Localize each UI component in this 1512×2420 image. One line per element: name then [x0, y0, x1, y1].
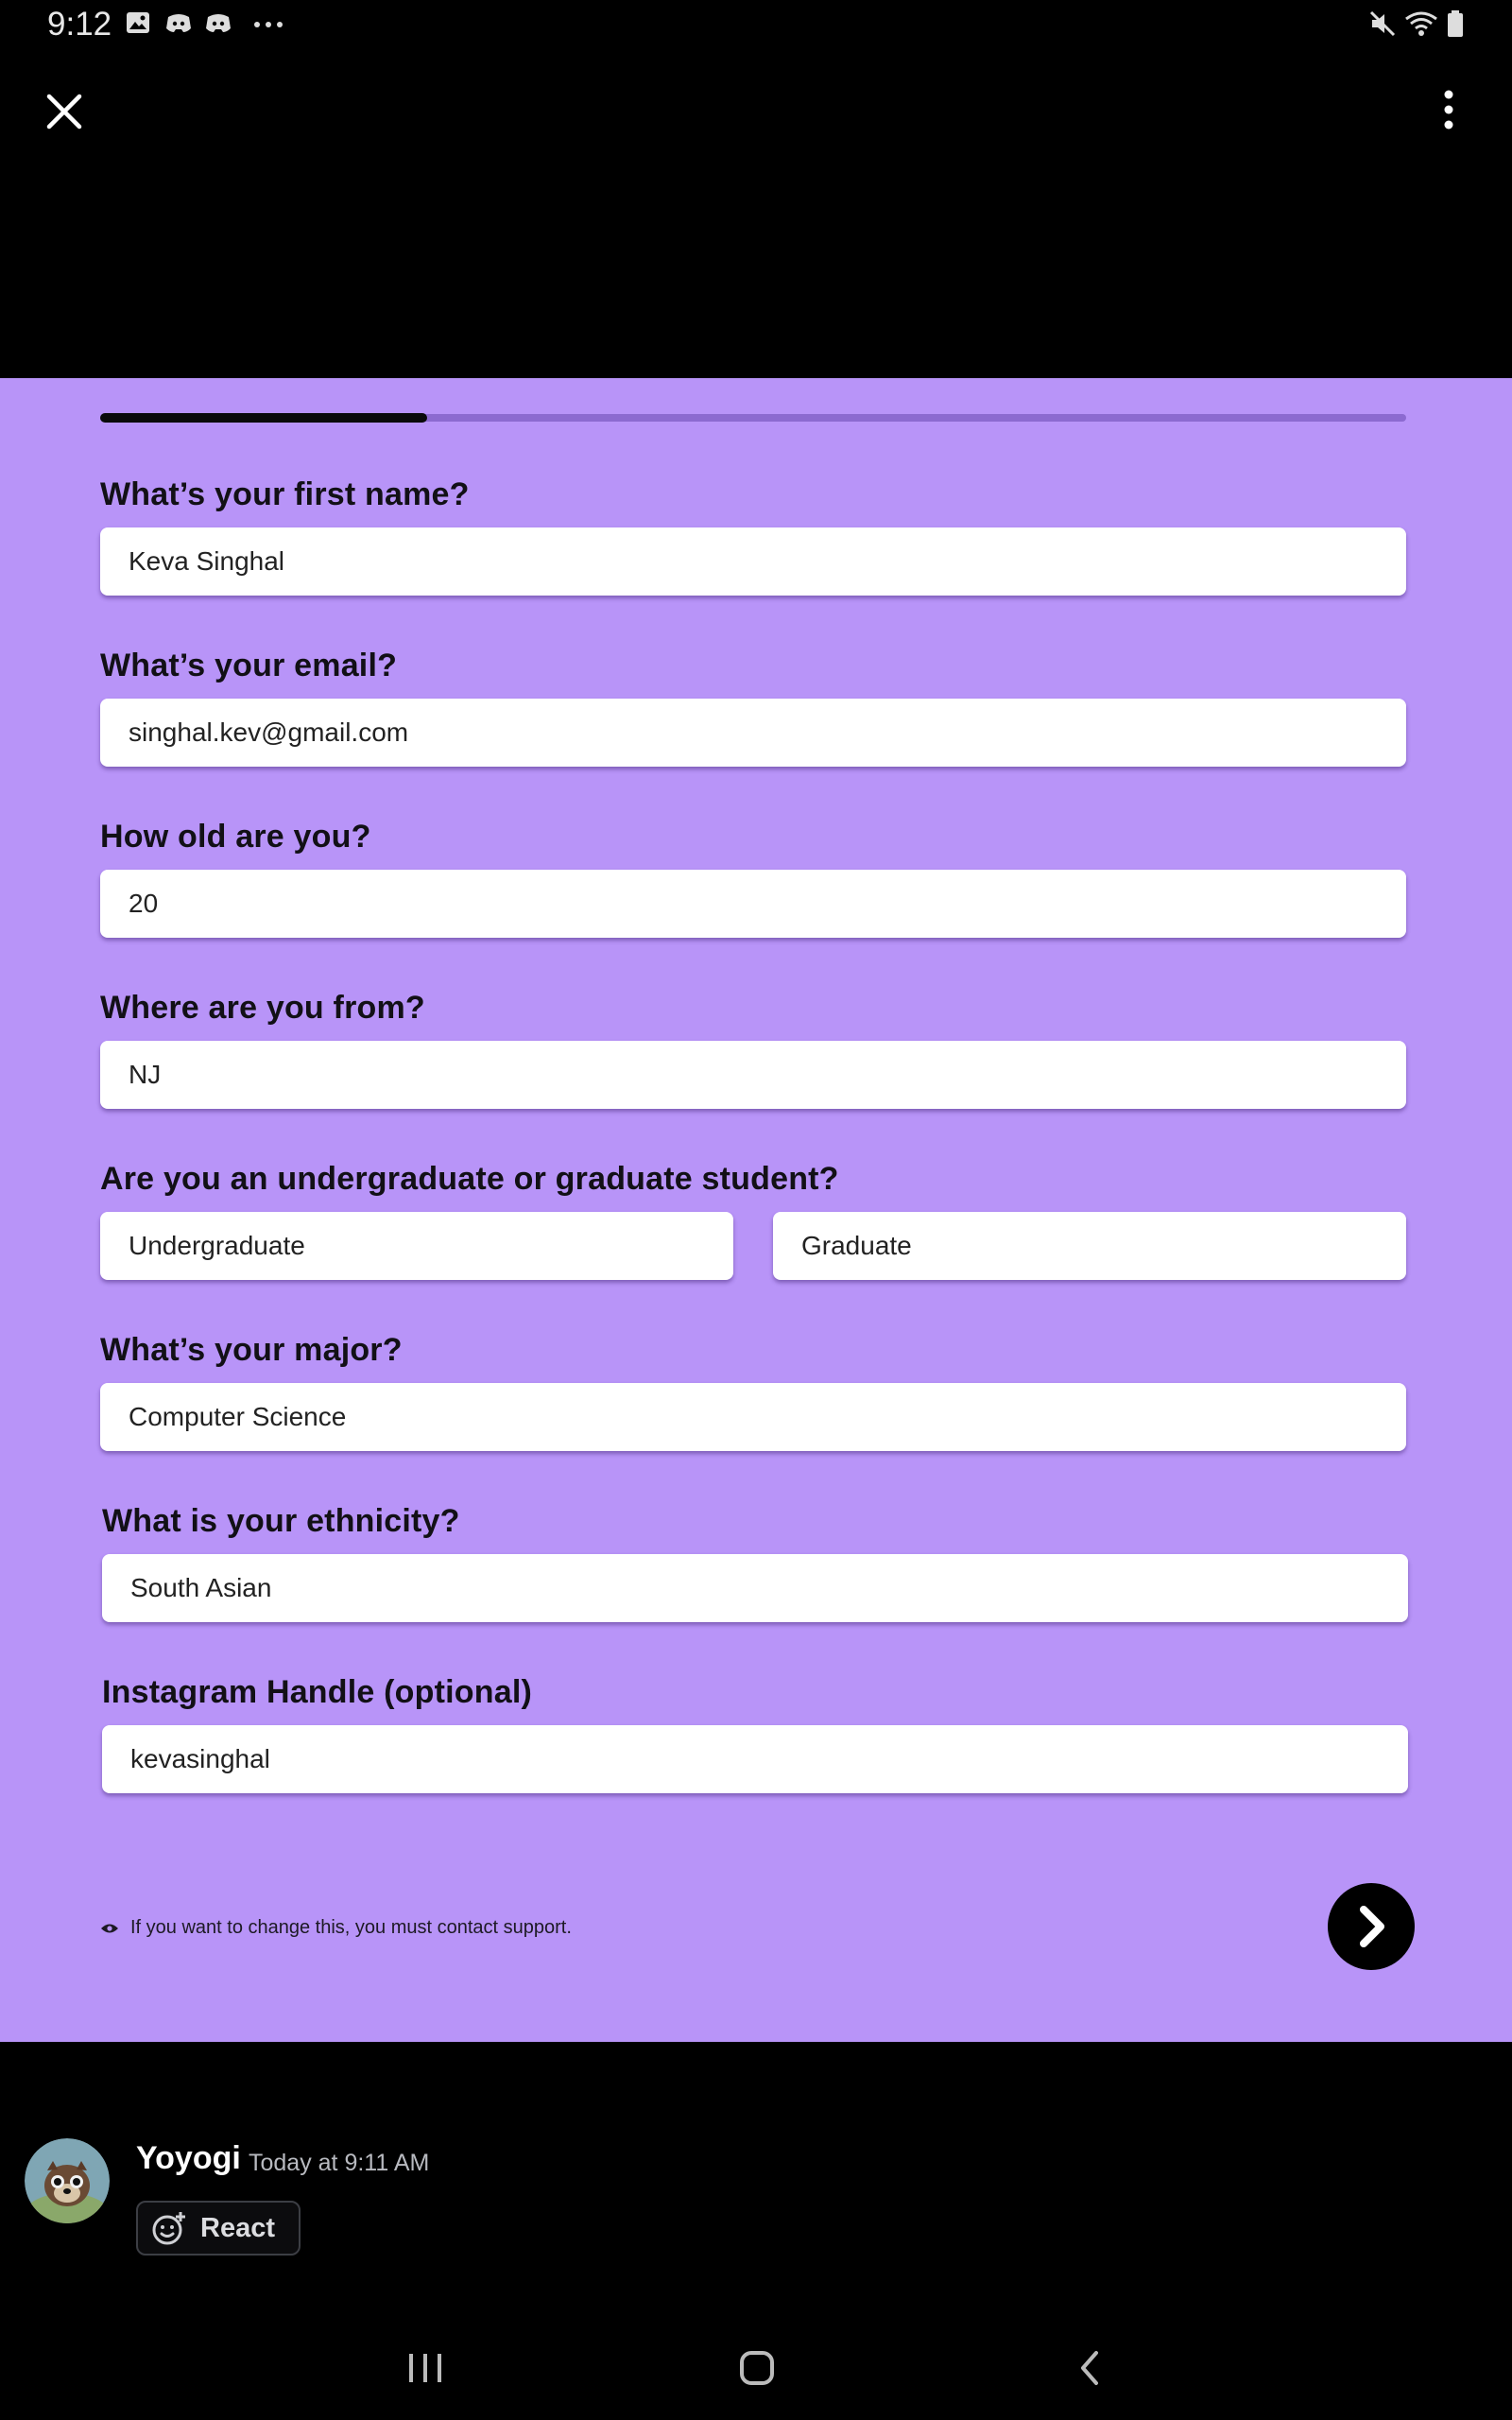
- student-type-label: Are you an undergraduate or graduate student?: [100, 1161, 839, 1197]
- discord-icon: [204, 9, 232, 36]
- discord-icon: [164, 9, 193, 36]
- chevron-right-icon: [1328, 1883, 1415, 1970]
- first-name-label: What’s your first name?: [100, 476, 470, 512]
- support-note-text: If you want to change this, you must contact support.: [130, 1917, 572, 1938]
- battery-icon: [1446, 9, 1465, 38]
- avatar[interactable]: [25, 2138, 110, 2223]
- ethnicity-field[interactable]: South Asian: [102, 1554, 1408, 1622]
- wifi-icon: [1404, 9, 1438, 38]
- first-name-field[interactable]: Keva Singhal: [100, 527, 1406, 596]
- support-note: [100, 1917, 572, 1939]
- add-reaction-icon: [151, 2210, 187, 2246]
- age-field[interactable]: 20: [100, 870, 1406, 938]
- instagram-label: Instagram Handle (optional): [102, 1674, 532, 1710]
- home-icon[interactable]: [714, 2340, 799, 2396]
- email-label: What’s your email?: [100, 648, 398, 683]
- back-icon[interactable]: [1047, 2340, 1132, 2396]
- hometown-field[interactable]: NJ: [100, 1041, 1406, 1109]
- undergraduate-option[interactable]: Undergraduate: [100, 1212, 733, 1280]
- progress-fill: [100, 413, 427, 423]
- hometown-label: Where are you from?: [100, 990, 425, 1026]
- vertical-dots-icon[interactable]: [1433, 87, 1465, 136]
- react-label: React: [200, 2212, 275, 2243]
- eye-icon: [100, 1922, 119, 1935]
- more-dots-icon: [253, 21, 284, 28]
- ethnicity-label: What is your ethnicity?: [102, 1503, 460, 1539]
- email-field[interactable]: singhal.kev@gmail.com: [100, 699, 1406, 767]
- close-icon[interactable]: [40, 87, 89, 136]
- major-field[interactable]: Computer Science: [100, 1383, 1406, 1451]
- next-button[interactable]: [1328, 1883, 1415, 1970]
- graduate-option[interactable]: Graduate: [773, 1212, 1406, 1280]
- username[interactable]: Yoyogi: [136, 2140, 241, 2176]
- mute-icon: [1368, 9, 1397, 38]
- react-button[interactable]: [136, 2201, 301, 2256]
- age-label: How old are you?: [100, 819, 371, 855]
- timestamp: Today at 9:11 AM: [249, 2150, 430, 2176]
- major-label: What’s your major?: [100, 1332, 403, 1368]
- image-icon: [125, 9, 151, 36]
- status-time: 9:12: [47, 6, 112, 43]
- recents-icon[interactable]: [383, 2340, 468, 2396]
- instagram-field[interactable]: kevasinghal: [102, 1725, 1408, 1793]
